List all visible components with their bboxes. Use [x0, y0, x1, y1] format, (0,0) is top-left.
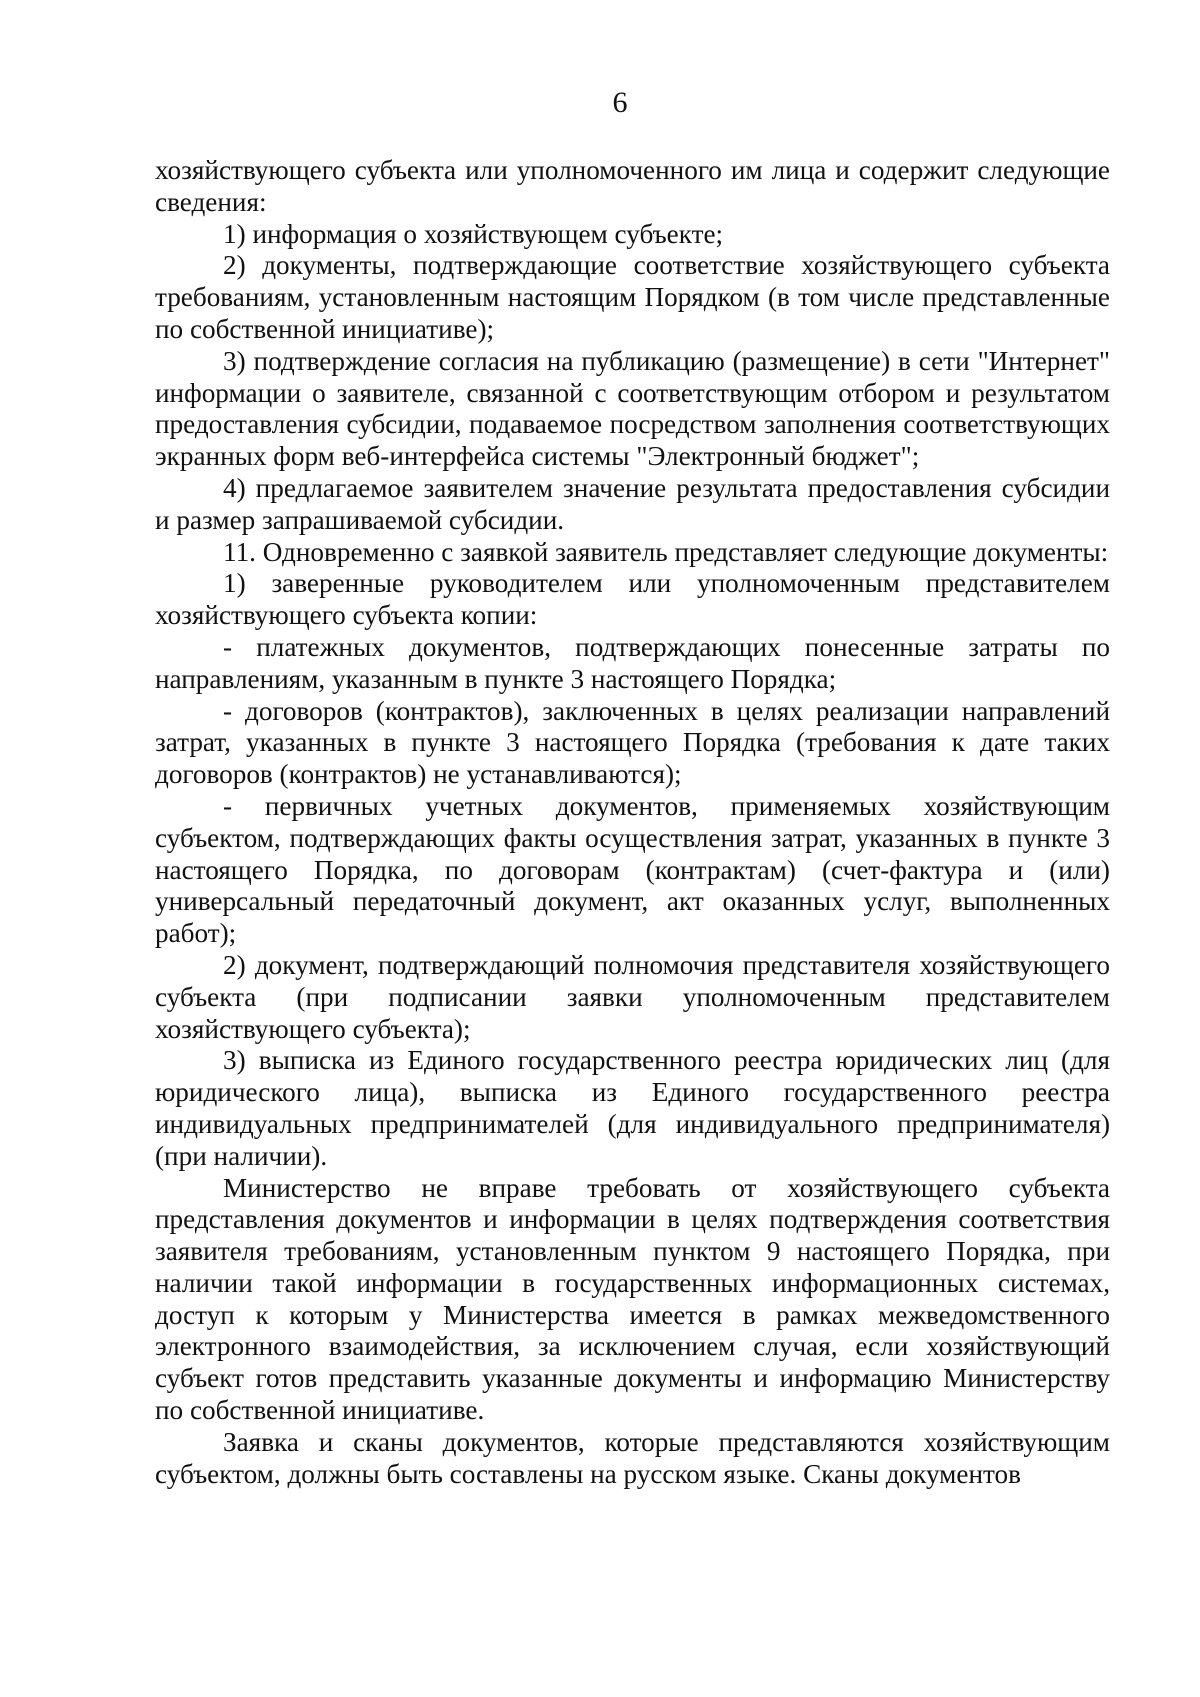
paragraph-item-3: 3) подтверждение согласия на публикацию (размещение) в сети "Интернет" информации о заявителе, связанной с соответствующим отбором и результатом предоставления субсидии, подаваемое посредством заполнения соответствующих экранных форм веб-интерфейса системы "Электронный бюджет";: [155, 345, 1110, 472]
paragraph-dash-payment-docs: - платежных документов, подтверждающих понесенные затраты по направлениям, указанным в пункте 3 настоящего Порядка;: [155, 631, 1110, 694]
paragraph-item-2: 2) документы, подтверждающие соответствие хозяйствующего субъекта требованиям, установленным настоящим Порядком (в том числе представленные по собственной инициативе);: [155, 250, 1110, 344]
paragraph-dash-primary-docs: - первичных учетных документов, применяемых хозяйствующим субъектом, подтверждающих факты осуществления затрат, указанных в пункте 3 настоящего Порядка, по договорам (контрактам) (счет-фактура и (или) универсальный передаточный документ, акт оказанных услуг, выполненных работ);: [155, 790, 1110, 949]
paragraph-dash-contracts: - договоров (контрактов), заключенных в целях реализации направлений затрат, указанных в пункте 3 настоящего Порядка (требования к дате таких договоров (контрактов) не устанавливаются);: [155, 695, 1110, 790]
paragraph-continuation: хозяйствующего субъекта или уполномоченного им лица и содержит следующие сведения:: [155, 155, 1110, 217]
paragraph-clause-11: 11. Одновременно с заявкой заявитель представляет следующие документы:: [223, 536, 1109, 567]
document-body: [155, 155, 1110, 1490]
paragraph-item-1: 1) информация о хозяйствующем субъекте;: [223, 218, 724, 249]
paragraph-clause-11-item-1: 1) заверенные руководителем или уполномоченным представителем хозяйствующего субъекта копии:: [155, 568, 1110, 631]
paragraph-clause-11-item-2: 2) документ, подтверждающий полномочия представителя хозяйствующего субъекта (при подписании заявки уполномоченным представителем хозяйствующего субъекта);: [155, 949, 1110, 1044]
paragraph-application-scans: Заявка и сканы документов, которые представляются хозяйствующим субъектом, должны быть составлены на русском языке. Сканы документов: [155, 1426, 1110, 1489]
paragraph-clause-11-item-3: 3) выписка из Единого государственного реестра юридических лиц (для юридического лица), выписка из Единого государственного реестра индивидуальных предпринимателей (для индивидуального предпринимателя) (при наличии).: [155, 1045, 1110, 1171]
paragraph-ministry: Министерство не вправе требовать от хозяйствующего субъекта представления документов и информации в целях подтверждения соответствия заявителя требованиям, установленным пунктом 9 настоящего Порядка, при наличии такой информации в государственных информационных системах, доступ к которым у Министерства имеется в рамках межведомственного электронного взаимодействия, за исключением случая, если хозяйствующий субъект готов представить указанные документы и информацию Министерству по собственной инициативе.: [155, 1172, 1110, 1426]
page-number: 6: [612, 86, 628, 119]
paragraph-item-4: 4) предлагаемое заявителем значение результата предоставления субсидии и размер запрашиваемой субсидии.: [155, 472, 1110, 535]
